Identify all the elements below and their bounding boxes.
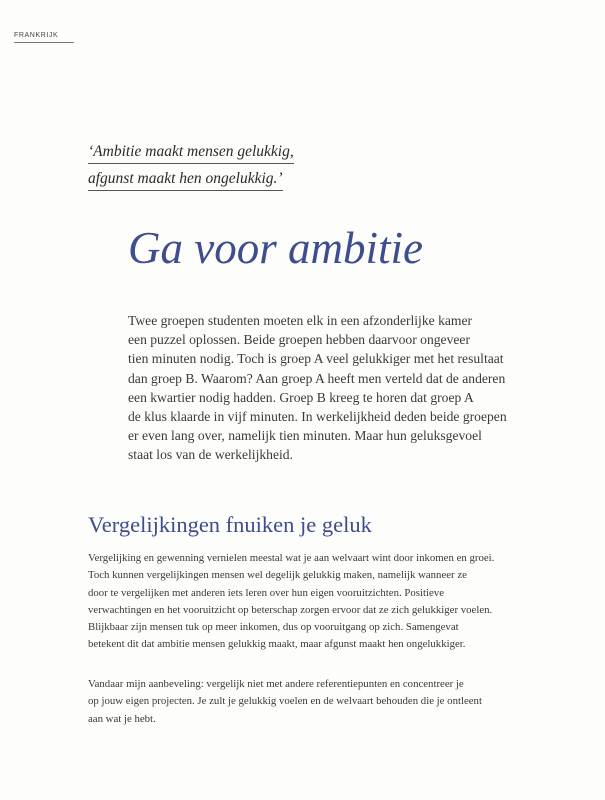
lead-line: een puzzel oplossen. Beide groepen hebben daarvoor ongeveer <box>128 332 470 348</box>
body-line: Toch kunnen vergelijkingen mensen wel degelijk gelukkig maken, namelijk wanneer ze <box>88 569 467 582</box>
body-line: door te vergelijken met anderen iets leren over hun eigen vooruitzichten. Positieve <box>88 586 444 599</box>
body-line: Vandaar mijn aanbeveling: vergelijk niet met andere referentiepunten en concentreer je <box>88 678 464 690</box>
lead-paragraph <box>128 311 588 465</box>
pull-quote-line: afgunst maakt hen ongelukkig.’ <box>88 170 283 191</box>
body-paragraph-2 <box>88 676 578 728</box>
section-label: FRANKRIJK <box>14 32 59 39</box>
lead-line: een kwartier nodig hadden. Groep B kreeg te horen dat groep A <box>128 389 474 405</box>
lead-line: er even lang over, namelijk tien minuten. Maar hun geluksgevoel <box>128 428 482 444</box>
pull-quote-line: ‘Ambitie maakt mensen gelukkig, <box>88 143 294 164</box>
lead-line: de klus klaarde in vijf minuten. In werkelijkheid deden beide groepen <box>128 409 507 425</box>
body-line: aan wat je hebt. <box>88 712 156 725</box>
lead-line: tien minuten nodig. Toch is groep A veel gelukkiger met het resultaat <box>128 351 504 367</box>
lead-line: dan groep B. Waarom? Aan groep A heeft men verteld dat de anderen <box>128 370 506 386</box>
subheading: Vergelijkingen fnuiken je geluk <box>88 512 372 537</box>
body-line: verwachtingen en het vooruitzicht op beterschap zorgen ervoor dat ze zich gelukkiger voelen. <box>88 603 493 616</box>
body-line: betekent dit dat ambitie mensen gelukkig maakt, maar afgunst maakt hen ongelukkiger. <box>88 638 466 651</box>
body-line: op jouw eigen projecten. Je zult je gelukkig voelen en de welvaart behouden die je ontleent <box>88 695 482 708</box>
body-line: Blijkbaar zijn mensen tuk op meer inkomen, dus op vooruitgang op zich. Samengevat <box>88 621 459 634</box>
body-paragraph-1 <box>88 550 578 654</box>
body-line: Vergelijking en gewenning vernielen meestal wat je aan welvaart wint door inkomen en groei. <box>88 552 495 564</box>
article-title: Ga voor ambitie <box>128 223 423 273</box>
pull-quote <box>88 143 294 197</box>
section-rule <box>14 42 74 43</box>
lead-line: Twee groepen studenten moeten elk in een afzonderlijke kamer <box>128 313 473 328</box>
lead-line: staat los van de werkelijkheid. <box>128 447 293 463</box>
